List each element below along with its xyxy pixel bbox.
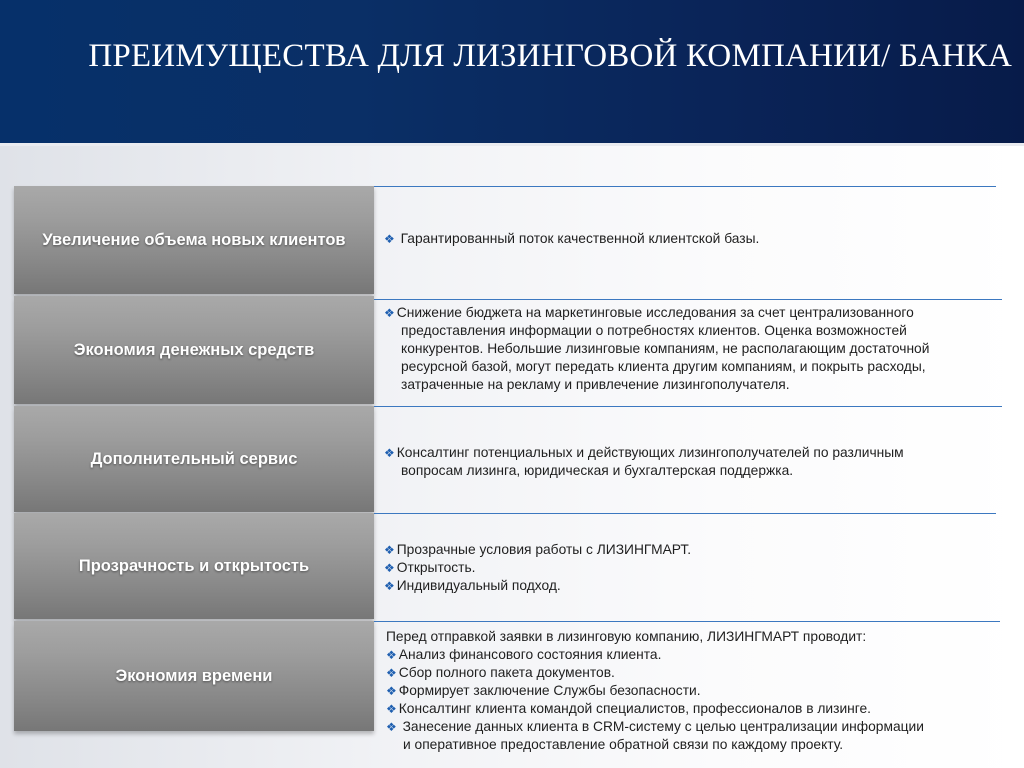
benefit-content [386, 628, 1006, 754]
benefit-label: Увеличение объема новых клиентов [14, 186, 374, 294]
diamond-bullet-icon: ❖ [384, 232, 395, 246]
content-line: ❖ Занесение данных клиента в CRM-систему с целью централизации информации [386, 719, 924, 734]
content-line: ❖ Гарантированный поток качественной клиентской базы. [384, 231, 760, 246]
row-divider [374, 621, 1000, 622]
row-divider [374, 406, 1002, 407]
content-line: ❖ Анализ финансового состояния клиента. [386, 647, 662, 662]
diamond-bullet-icon: ❖ [384, 543, 395, 557]
diamond-bullet-icon: ❖ [384, 579, 395, 593]
content-line: ❖ Формирует заключение Службы безопасности. [386, 683, 701, 698]
content-line: ❖ Сбор полного пакета документов. [386, 665, 615, 680]
benefit-content [384, 541, 1004, 595]
slide-title: ПРЕИМУЩЕСТВА ДЛЯ ЛИЗИНГОВОЙ КОМПАНИИ/ БАНКА [88, 38, 1012, 74]
benefit-content [384, 230, 1004, 248]
row-divider [374, 186, 996, 187]
diamond-bullet-icon: ❖ [386, 702, 397, 716]
content-line: ❖ Открытость. [384, 560, 476, 575]
content-line: ❖ Консалтинг клиента командой специалистов, профессионалов в лизинге. [386, 701, 872, 716]
row-divider [374, 513, 996, 514]
diamond-bullet-icon: ❖ [384, 306, 395, 320]
content-line: ❖ Снижение бюджета на маркетинговые исследования за счет централизованного [384, 305, 914, 320]
benefit-label: Экономия времени [14, 621, 374, 731]
content-line: вопросам лизинга, юридическая и бухгалтерская поддержка. [401, 463, 794, 478]
content-line: ресурсной базой, могут передать клиента другим компаниям, и покрыть расходы, [401, 359, 926, 374]
row-divider [374, 299, 1002, 300]
content-line: предоставления информации о потребностях клиентов. Оценка возможностей [401, 323, 907, 338]
benefit-content [384, 304, 1004, 394]
diamond-bullet-icon: ❖ [386, 684, 397, 698]
slide-header [0, 0, 1024, 146]
benefit-label: Экономия денежных средств [14, 296, 374, 404]
diamond-bullet-icon: ❖ [386, 720, 397, 734]
content-line: ❖ Консалтинг потенциальных и действующих лизингополучателей по различным [384, 445, 904, 460]
content-line: Перед отправкой заявки в лизинговую компанию, ЛИЗИНГМАРТ проводит: [386, 629, 867, 644]
diamond-bullet-icon: ❖ [384, 446, 395, 460]
content-line: ❖ Индивидуальный подход. [384, 578, 561, 593]
content-line: и оперативное предоставление обратной связи по каждому проекту. [403, 737, 844, 752]
benefit-label: Прозрачность и открытость [14, 513, 374, 619]
diamond-bullet-icon: ❖ [384, 561, 395, 575]
benefit-label: Дополнительный сервис [14, 406, 374, 512]
diamond-bullet-icon: ❖ [386, 648, 397, 662]
benefit-content [384, 444, 1004, 480]
content-line: затраченные на рекламу и привлечение лизингополучателя. [401, 377, 790, 392]
content-line: конкурентов. Небольшие лизинговые компаниям, не располагающим достаточной [401, 341, 930, 356]
content-line: ❖ Прозрачные условия работы с ЛИЗИНГМАРТ. [384, 542, 692, 557]
diamond-bullet-icon: ❖ [386, 666, 397, 680]
